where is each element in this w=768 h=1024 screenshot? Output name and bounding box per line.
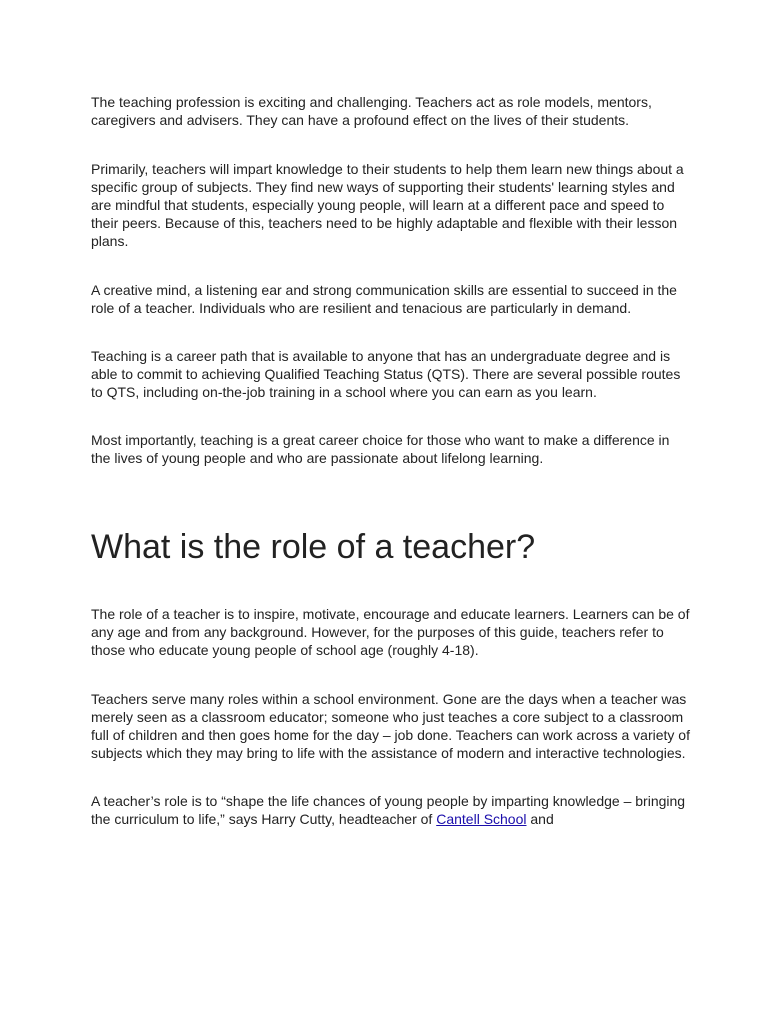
paragraph-role: The role of a teacher is to inspire, motivate, encourage and educate learners. Learners can be of any age and from any background. However, for the purposes of this guide, teachers refer to those who educate young people of school age (roughly 4-18). xyxy=(91,606,690,658)
quote-text: A teacher’s role is to “shape the life chances of young people by imparting knowledge – bringing the curriculum to life,” says Harry Cutty, headteacher of xyxy=(91,793,686,827)
document-body xyxy=(91,93,691,828)
paragraph-many-roles: Teachers serve many roles within a school environment. Gone are the days when a teacher was merely seen as a classroom educator; someone who just teaches a core subject to a classroom full of children and then goes home for the day – job done. Teachers can work across a variety of subjects which they may bring to life with the assistance of modern and interactive technologies. xyxy=(91,691,690,761)
paragraph-career-path: Teaching is a career path that is available to anyone that has an undergraduate degree and is able to commit to achieving Qualified Teaching Status (QTS). There are several possible routes to QTS, including on-the-job training in a school where you can earn as you learn. xyxy=(91,348,681,400)
paragraph-skills: A creative mind, a listening ear and strong communication skills are essential to succeed in the role of a teacher. Individuals who are resilient and tenacious are particularly in demand. xyxy=(91,282,677,316)
paragraph-quote xyxy=(91,792,691,828)
paragraph-career-choice: Most importantly, teaching is a great career choice for those who want to make a difference in the lives of young people and who are passionate about lifelong learning. xyxy=(91,432,670,466)
section-heading: What is the role of a teacher? xyxy=(91,528,536,566)
cantell-school-link[interactable]: Cantell School xyxy=(436,811,527,827)
paragraph-intro: The teaching profession is exciting and challenging. Teachers act as role models, mentors, caregivers and advisers. They can have a profound effect on the lives of their students. xyxy=(91,94,652,128)
quote-text-end: and xyxy=(526,811,554,827)
paragraph-knowledge: Primarily, teachers will impart knowledge to their students to help them learn new things about a specific group of subjects. They find new ways of supporting their students' learning styles and are mindful that students, especially young people, will learn at a different pace and speed to their peers. Because of this, teachers need to be highly adaptable and flexible with their lesson plans. xyxy=(91,161,684,249)
